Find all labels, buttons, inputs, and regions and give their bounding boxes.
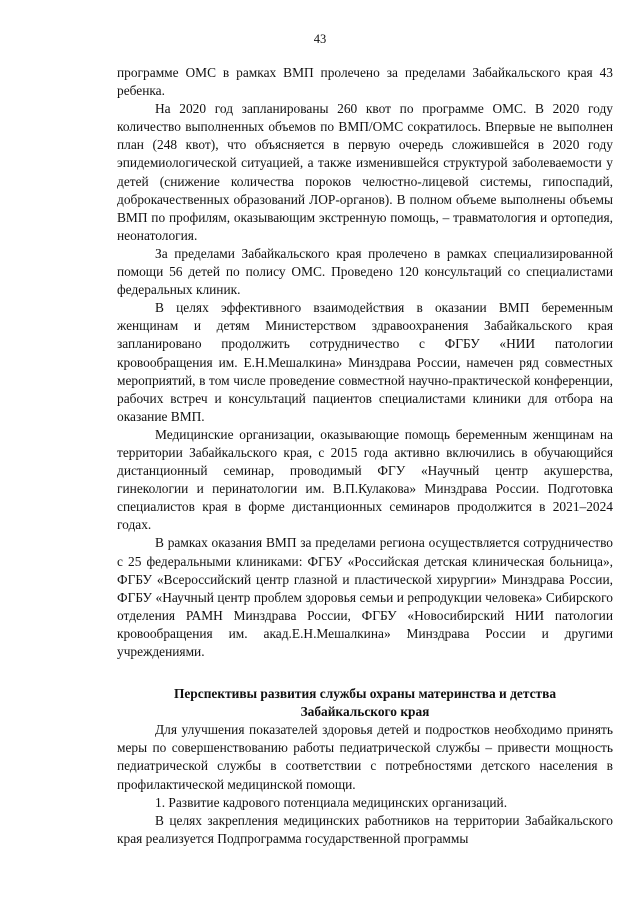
body-section-1 (117, 64, 613, 661)
body-paragraph: программе ОМС в рамках ВМП пролечено за пределами Забайкальского края 43 ребенка. (117, 65, 613, 99)
body-paragraph: Медицинские организации, оказывающие помощь беременным женщинам на территории Забайкальского края, с 2015 года активно включились в обучающийся дистанционный семинар, проводимый ФГУ «Научный центр акушерства, гинекологии и перинатологии им. В.П.Кулакова» Минздрава России. Подготовка специалистов края в форме дистанционных семинаров продолжится в 2021–2024 годах. (117, 426, 613, 533)
section-heading-line-2: Забайкальского края (300, 704, 430, 720)
body-paragraph: На 2020 год запланированы 260 квот по программе ОМС. В 2020 году количество выполненных объемов по ВМП/ОМС сократилось. Впервые не выполнен план (248 квот), что объясняется в первую очередь сложившейся в 2020 году эпидемиологической ситуацией, а также изменившейся структурой заболеваемости у детей (снижение количества пороков челюстно-лицевой системы, гипоспадий, доброкачественных образований ЛОР-органов). В полном объеме выполнены объемы ВМП по профилям, оказывающим экстренную помощь, – травматология и ортопедия, неонатология. (117, 101, 613, 243)
body-paragraph: Для улучшения показателей здоровья детей и подростков необходимо принять меры по совершенствованию работы педиатрической службы – привести мощность педиатрической службы в соответствии с потребностями детского населения в профилактической медицинской помощи. (117, 722, 613, 792)
body-paragraph: За пределами Забайкальского края пролечено в рамках специализированной помощи 56 детей по полису ОМС. Проведено 120 консультаций со специалистами федеральных клиник. (117, 245, 613, 298)
page-number: 43 (313, 32, 327, 46)
body-paragraph: В рамках оказания ВМП за пределами региона осуществляется сотрудничество с 25 федеральными клиниками: ФГБУ «Российская детская клиническая больница», ФГБУ «Всероссийский центр глазной и пластической хирургии» Минздрава России, ФГБУ «Научный центр проблем здоровья семьи и репродукции человека» Сибирского отделения РАМН Минздрава России, ФГБУ «Новосибирский НИИ патологии кровообращения им. акад.Е.Н.Мешалкина» Минздрава России и другими учреждениями. (117, 535, 613, 659)
body-section-2 (117, 721, 613, 848)
section-heading-line-1: Перспективы развития службы охраны материнства и детства (173, 686, 557, 702)
section-heading (117, 685, 613, 721)
body-paragraph: В целях закрепления медицинских работников на территории Забайкальского края реализуется Подпрограмма государственной программы (117, 812, 613, 846)
body-paragraph: В целях эффективного взаимодействия в оказании ВМП беременным женщинам и детям Министерством здравоохранения Забайкальского края запланировано продолжить сотрудничество с ФГБУ «НИИ патологии кровообращения им. Е.Н.Мешалкина» Минздрава России, намечен ряд совместных мероприятий, в том числе проведение совместной научно-практической конференции, рабочих встреч и консультаций пациентов специалистами клиники для отбора на оказание ВМП. (117, 300, 613, 424)
page-content (117, 64, 613, 848)
body-paragraph: 1. Развитие кадрового потенциала медицинских организаций. (155, 794, 508, 810)
